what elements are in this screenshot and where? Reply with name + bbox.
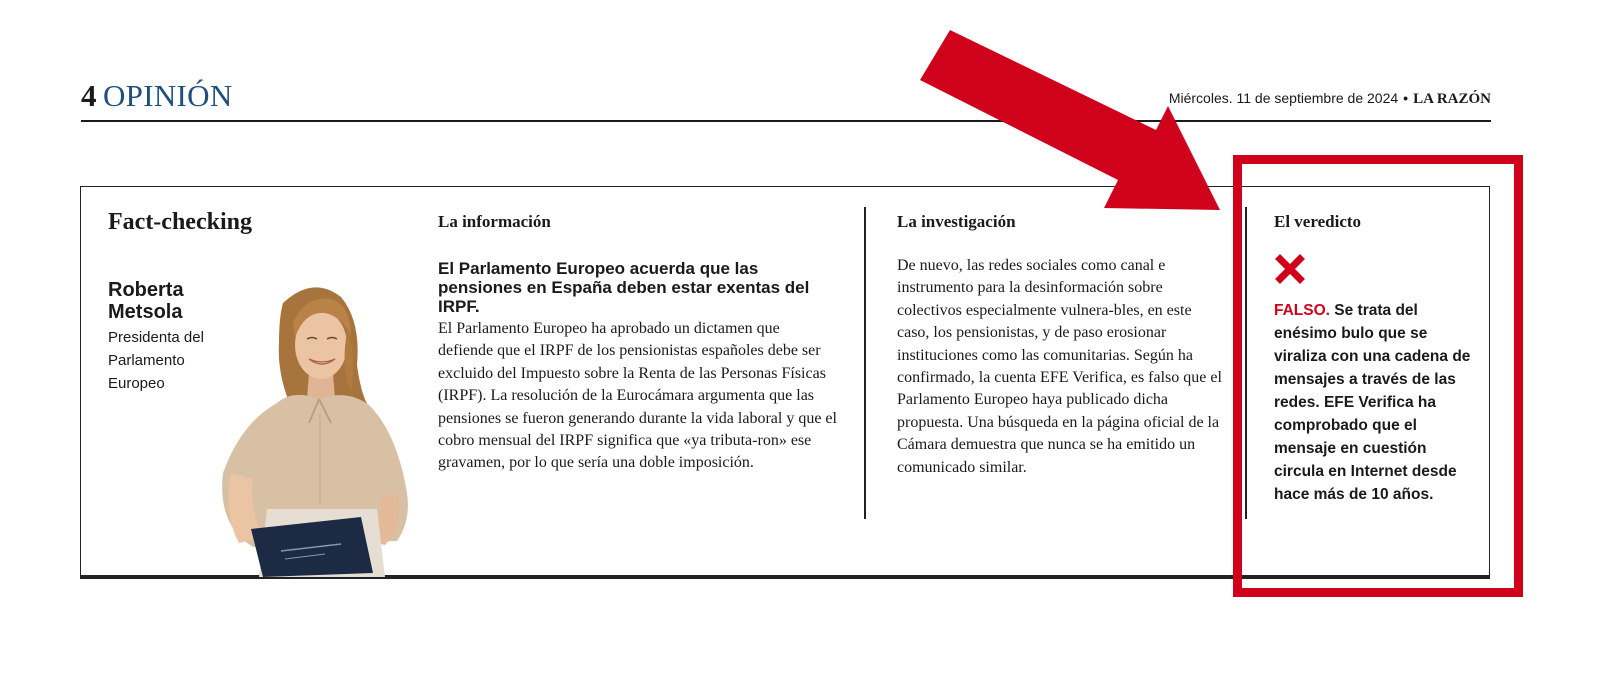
- fact-check-title: Fact-checking: [108, 209, 252, 235]
- dateline-separator: •: [1403, 90, 1409, 106]
- red-arrow-icon: [920, 30, 1220, 220]
- portrait-photo: [201, 273, 421, 577]
- publication-date: Miércoles. 11 de septiembre de 2024: [1168, 90, 1399, 106]
- person-role: Presidenta del Parlamento Europeo: [108, 329, 204, 392]
- investigation-body: De nuevo, las redes sociales como canal e instrumento para la desinformación sobre colectivos especialmente vulnera-bles, en este caso, los pensionistas, y de paso erosionar instituciones como las comunitarias. Según ha confirmado, la cuenta EFE Verifica, es falso que el Parlamento Europeo haya publicado dicha propuesta. Una búsqueda en la página oficial de la Cámara demuestra que nunca se ha emitido un comunicado similar.: [897, 257, 1222, 476]
- information-lead: El Parlamento Europeo acuerda que las pensiones en España deben estar exentas del IRPF.: [438, 259, 810, 316]
- highlight-box: [1233, 155, 1523, 597]
- publication-name: LA RAZÓN: [1413, 91, 1491, 107]
- verdict-explanation: Se trata del enésimo bulo que se viraliza con una cadena de mensajes a través de las redes. EFE Verifica ha comprobado que el mensaje en cuestión circula en Internet desde hace más de 10 años.: [1274, 302, 1471, 503]
- person-name: Roberta Metsola: [108, 279, 184, 323]
- page-header: [81, 74, 1491, 122]
- investigation-heading: La investigación: [897, 212, 1016, 231]
- information-heading: La información: [438, 212, 551, 231]
- verdict-label: FALSO.: [1274, 302, 1330, 319]
- section-title: OPINIÓN: [103, 78, 233, 113]
- page-number: 4: [81, 78, 97, 113]
- column-divider: [864, 207, 866, 519]
- verdict-heading: El veredicto: [1274, 212, 1362, 231]
- information-body: El Parlamento Europeo ha aprobado un dictamen que defiende que el IRPF de los pensionistas españoles debe ser excluido del Impuesto sobre la Renta de las Personas Físicas (IRPF). La resolución de la Eurocámara argumenta que las pensiones se fueron generando durante la vida laboral y que el cobro mensual del IRPF significa que «ya tributa-ron» ese gravamen, por lo que sería una doble imposición.: [438, 320, 837, 472]
